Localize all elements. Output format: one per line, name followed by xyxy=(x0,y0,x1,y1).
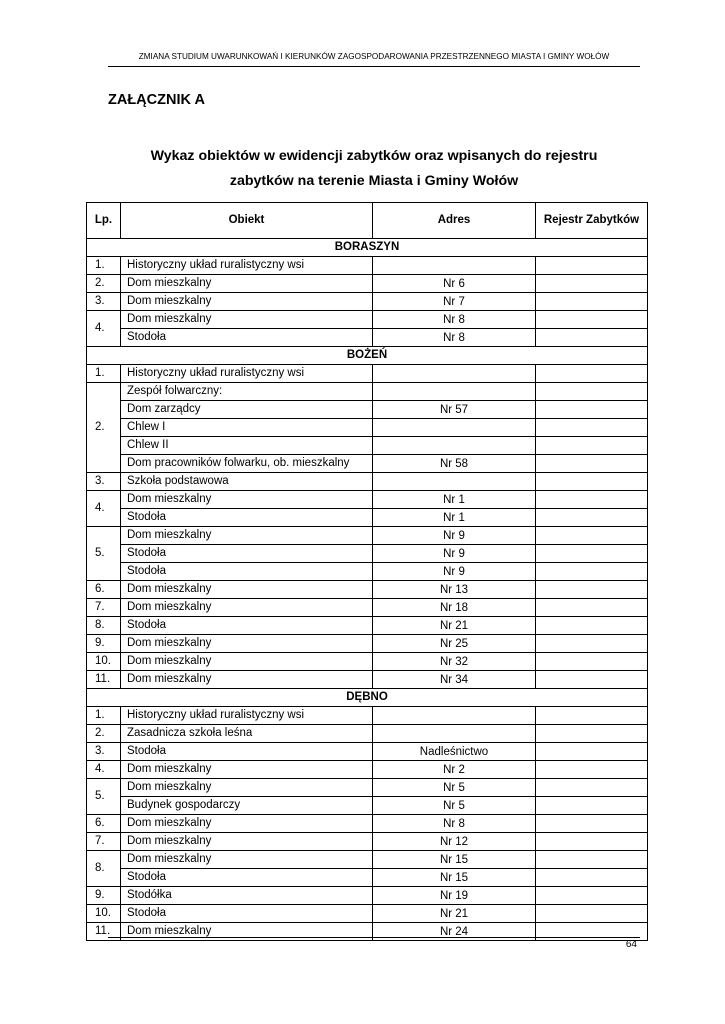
table-row xyxy=(87,419,648,437)
cell-lp: 10. xyxy=(87,905,121,923)
cell-obiekt: Dom zarządcy xyxy=(121,401,373,419)
page-number: 64 xyxy=(625,939,637,950)
monuments-table xyxy=(86,202,648,941)
table-row xyxy=(87,707,648,725)
table-row xyxy=(87,455,648,473)
cell-lp: 9. xyxy=(87,635,121,653)
cell-rejestr xyxy=(536,869,648,887)
table-row xyxy=(87,311,648,329)
cell-obiekt: Dom mieszkalny xyxy=(121,653,373,671)
cell-rejestr xyxy=(536,887,648,905)
cell-lp: 5. xyxy=(87,779,121,815)
cell-rejestr xyxy=(536,293,648,311)
cell-rejestr xyxy=(536,761,648,779)
cell-lp: 7. xyxy=(87,833,121,851)
cell-lp: 2. xyxy=(87,725,121,743)
table-row xyxy=(87,293,648,311)
cell-obiekt: Stodółka xyxy=(121,887,373,905)
cell-obiekt: Budynek gospodarczy xyxy=(121,797,373,815)
table-row xyxy=(87,833,648,851)
cell-obiekt: Zasadnicza szkoła leśna xyxy=(121,725,373,743)
cell-adres: Nr 24 xyxy=(373,923,536,941)
cell-adres: Nr 57 xyxy=(373,401,536,419)
table-row xyxy=(87,401,648,419)
page-title xyxy=(108,144,640,194)
table-row xyxy=(87,329,648,347)
cell-rejestr xyxy=(536,599,648,617)
section-title: DĘBNO xyxy=(87,689,648,707)
table-row xyxy=(87,563,648,581)
table-row xyxy=(87,257,648,275)
cell-adres: Nr 12 xyxy=(373,833,536,851)
cell-rejestr xyxy=(536,815,648,833)
cell-rejestr xyxy=(536,455,648,473)
table-row xyxy=(87,887,648,905)
table-row xyxy=(87,815,648,833)
cell-lp: 3. xyxy=(87,473,121,491)
table-row xyxy=(87,581,648,599)
cell-rejestr xyxy=(536,671,648,689)
cell-obiekt: Dom mieszkalny xyxy=(121,923,373,941)
table-row xyxy=(87,671,648,689)
cell-rejestr xyxy=(536,545,648,563)
cell-rejestr xyxy=(536,401,648,419)
cell-lp: 3. xyxy=(87,743,121,761)
table-row xyxy=(87,599,648,617)
cell-rejestr xyxy=(536,617,648,635)
cell-obiekt: Stodoła xyxy=(121,509,373,527)
table-row xyxy=(87,383,648,401)
cell-adres: Nr 13 xyxy=(373,581,536,599)
header-lp: Lp. xyxy=(87,203,121,239)
cell-adres: Nr 5 xyxy=(373,779,536,797)
cell-adres xyxy=(373,725,536,743)
cell-adres: Nr 58 xyxy=(373,455,536,473)
cell-adres xyxy=(373,437,536,455)
cell-obiekt: Dom mieszkalny xyxy=(121,761,373,779)
table-row xyxy=(87,617,648,635)
cell-obiekt: Stodoła xyxy=(121,743,373,761)
table-row xyxy=(87,653,648,671)
cell-obiekt: Historyczny układ ruralistyczny wsi xyxy=(121,707,373,725)
cell-obiekt: Dom mieszkalny xyxy=(121,635,373,653)
table-row xyxy=(87,635,648,653)
header-divider xyxy=(108,66,640,67)
cell-obiekt: Stodoła xyxy=(121,545,373,563)
header-obiekt: Obiekt xyxy=(121,203,373,239)
cell-rejestr xyxy=(536,743,648,761)
annex-title: ZAŁĄCZNIK A xyxy=(108,92,205,108)
cell-lp: 8. xyxy=(87,617,121,635)
cell-adres: Nr 5 xyxy=(373,797,536,815)
table-row xyxy=(87,437,648,455)
table-row xyxy=(87,851,648,869)
cell-rejestr xyxy=(536,563,648,581)
cell-obiekt: Chlew II xyxy=(121,437,373,455)
cell-adres: Nr 6 xyxy=(373,275,536,293)
cell-rejestr xyxy=(536,257,648,275)
section-row xyxy=(87,347,648,365)
cell-lp: 9. xyxy=(87,887,121,905)
section-row xyxy=(87,239,648,257)
table-row xyxy=(87,869,648,887)
cell-adres xyxy=(373,365,536,383)
cell-adres: Nr 32 xyxy=(373,653,536,671)
section-title: BOŻEŃ xyxy=(87,347,648,365)
cell-obiekt: Dom pracowników folwarku, ob. mieszkalny xyxy=(121,455,373,473)
cell-rejestr xyxy=(536,419,648,437)
cell-obiekt: Dom mieszkalny xyxy=(121,833,373,851)
cell-adres: Nr 15 xyxy=(373,851,536,869)
cell-lp: 5. xyxy=(87,527,121,581)
cell-obiekt: Stodoła xyxy=(121,329,373,347)
cell-adres: Nr 18 xyxy=(373,599,536,617)
cell-rejestr xyxy=(536,905,648,923)
cell-lp: 2. xyxy=(87,275,121,293)
cell-obiekt: Dom mieszkalny xyxy=(121,779,373,797)
cell-obiekt: Dom mieszkalny xyxy=(121,311,373,329)
cell-obiekt: Dom mieszkalny xyxy=(121,815,373,833)
cell-rejestr xyxy=(536,527,648,545)
cell-lp: 4. xyxy=(87,761,121,779)
cell-obiekt: Zespół folwarczny: xyxy=(121,383,373,401)
section-title: BORASZYN xyxy=(87,239,648,257)
cell-lp: 3. xyxy=(87,293,121,311)
cell-rejestr xyxy=(536,491,648,509)
cell-rejestr xyxy=(536,509,648,527)
table-row xyxy=(87,905,648,923)
cell-lp: 2. xyxy=(87,383,121,473)
cell-obiekt: Dom mieszkalny xyxy=(121,293,373,311)
header-adres: Adres xyxy=(373,203,536,239)
cell-obiekt: Stodoła xyxy=(121,563,373,581)
table-row xyxy=(87,779,648,797)
cell-rejestr xyxy=(536,581,648,599)
cell-lp: 4. xyxy=(87,311,121,347)
cell-obiekt: Dom mieszkalny xyxy=(121,671,373,689)
cell-rejestr xyxy=(536,797,648,815)
cell-adres: Nr 21 xyxy=(373,617,536,635)
cell-rejestr xyxy=(536,329,648,347)
table-row xyxy=(87,491,648,509)
cell-adres: Nr 1 xyxy=(373,509,536,527)
cell-adres xyxy=(373,473,536,491)
cell-rejestr xyxy=(536,275,648,293)
cell-adres: Nr 8 xyxy=(373,815,536,833)
cell-adres: Nadleśnictwo xyxy=(373,743,536,761)
cell-adres: Nr 2 xyxy=(373,761,536,779)
cell-lp: 6. xyxy=(87,581,121,599)
cell-lp: 1. xyxy=(87,365,121,383)
cell-lp: 1. xyxy=(87,257,121,275)
cell-adres: Nr 15 xyxy=(373,869,536,887)
cell-lp: 11. xyxy=(87,923,121,941)
cell-adres: Nr 9 xyxy=(373,527,536,545)
cell-lp: 1. xyxy=(87,707,121,725)
cell-obiekt: Szkoła podstawowa xyxy=(121,473,373,491)
table-row xyxy=(87,473,648,491)
cell-obiekt: Chlew I xyxy=(121,419,373,437)
document-header: ZMIANA STUDIUM UWARUNKOWAŃ I KIERUNKÓW ZAGOSPODAROWANIA PRZESTRZENNEGO MIASTA I GMINY WOŁÓW xyxy=(138,52,610,61)
cell-obiekt: Dom mieszkalny xyxy=(121,581,373,599)
cell-rejestr xyxy=(536,653,648,671)
cell-obiekt: Historyczny układ ruralistyczny wsi xyxy=(121,257,373,275)
cell-lp: 10. xyxy=(87,653,121,671)
cell-adres: Nr 9 xyxy=(373,545,536,563)
table-row xyxy=(87,527,648,545)
cell-adres xyxy=(373,707,536,725)
cell-rejestr xyxy=(536,365,648,383)
cell-rejestr xyxy=(536,383,648,401)
cell-lp: 6. xyxy=(87,815,121,833)
cell-adres: Nr 21 xyxy=(373,905,536,923)
cell-rejestr xyxy=(536,311,648,329)
cell-rejestr xyxy=(536,851,648,869)
cell-lp: 7. xyxy=(87,599,121,617)
cell-obiekt: Historyczny układ ruralistyczny wsi xyxy=(121,365,373,383)
cell-adres: Nr 19 xyxy=(373,887,536,905)
cell-adres: Nr 8 xyxy=(373,329,536,347)
cell-adres: Nr 7 xyxy=(373,293,536,311)
footer-divider xyxy=(108,937,640,938)
cell-adres xyxy=(373,419,536,437)
cell-rejestr xyxy=(536,473,648,491)
cell-adres: Nr 8 xyxy=(373,311,536,329)
cell-adres: Nr 9 xyxy=(373,563,536,581)
cell-rejestr xyxy=(536,437,648,455)
cell-obiekt: Stodoła xyxy=(121,617,373,635)
cell-lp: 4. xyxy=(87,491,121,527)
cell-rejestr xyxy=(536,779,648,797)
cell-obiekt: Dom mieszkalny xyxy=(121,275,373,293)
table-row xyxy=(87,761,648,779)
table-row xyxy=(87,275,648,293)
table-row xyxy=(87,509,648,527)
cell-adres: Nr 25 xyxy=(373,635,536,653)
cell-lp: 8. xyxy=(87,851,121,887)
title-line-2: zabytków na terenie Miasta i Gminy Wołów xyxy=(229,173,519,189)
cell-obiekt: Dom mieszkalny xyxy=(121,527,373,545)
section-row xyxy=(87,689,648,707)
cell-obiekt: Dom mieszkalny xyxy=(121,599,373,617)
cell-rejestr xyxy=(536,707,648,725)
table-row xyxy=(87,797,648,815)
cell-obiekt: Dom mieszkalny xyxy=(121,851,373,869)
cell-rejestr xyxy=(536,833,648,851)
table-row xyxy=(87,365,648,383)
cell-adres: Nr 34 xyxy=(373,671,536,689)
cell-adres xyxy=(373,257,536,275)
table-header-row xyxy=(87,203,648,239)
cell-obiekt: Dom mieszkalny xyxy=(121,491,373,509)
cell-obiekt: Stodoła xyxy=(121,905,373,923)
table-row xyxy=(87,725,648,743)
cell-rejestr xyxy=(536,725,648,743)
cell-adres xyxy=(373,383,536,401)
table-row xyxy=(87,545,648,563)
cell-adres: Nr 1 xyxy=(373,491,536,509)
cell-lp: 11. xyxy=(87,671,121,689)
table-row xyxy=(87,743,648,761)
cell-rejestr xyxy=(536,635,648,653)
cell-obiekt: Stodoła xyxy=(121,869,373,887)
header-rejestr: Rejestr Zabytków xyxy=(536,203,648,239)
title-line-1: Wykaz obiektów w ewidencji zabytków oraz wpisanych do rejestru xyxy=(150,148,598,164)
